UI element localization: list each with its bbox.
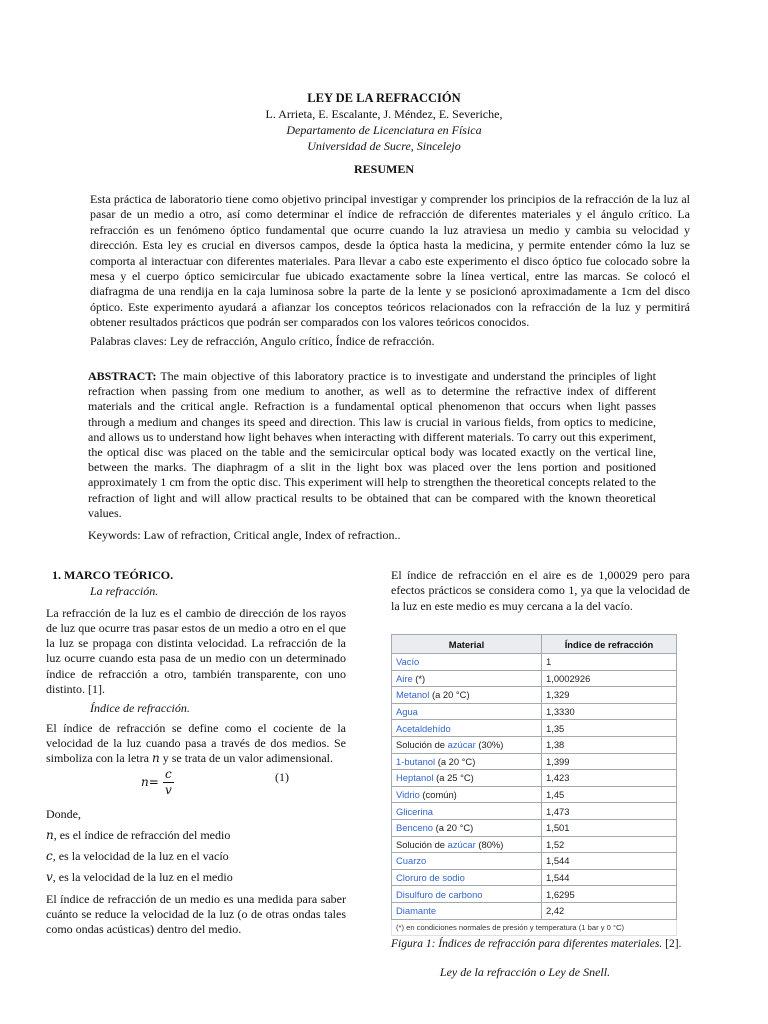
material-detail: (a 20 °C) bbox=[435, 755, 476, 767]
refraction-index-table-figure bbox=[391, 634, 677, 936]
equation-denominator: v bbox=[164, 782, 172, 797]
table-row bbox=[392, 670, 677, 687]
table-row bbox=[392, 853, 677, 870]
index-value-cell: 1,35 bbox=[542, 720, 677, 737]
subheading-la-refraccion: La refracción. bbox=[90, 584, 159, 599]
material-detail: (común) bbox=[419, 789, 457, 801]
university: Universidad de Sucre, Sincelejo bbox=[307, 139, 461, 153]
index-value-cell: 1,38 bbox=[542, 736, 677, 753]
index-value-cell: 1,544 bbox=[542, 853, 677, 870]
material-cell bbox=[392, 869, 542, 886]
material-link[interactable]: Cuarzo bbox=[396, 855, 427, 867]
caption-text: Figura 1: Índices de refracción para diferentes materiales. bbox=[391, 938, 663, 950]
index-value-cell: 1,45 bbox=[542, 786, 677, 803]
equation-number: (1) bbox=[275, 769, 289, 784]
index-value-cell: 1 bbox=[542, 654, 677, 671]
material-detail: (a 25 °C) bbox=[433, 772, 474, 784]
material-cell bbox=[392, 687, 542, 704]
table-row bbox=[392, 786, 677, 803]
equation-numerator: c bbox=[165, 766, 172, 781]
index-value-cell: 1,0002926 bbox=[542, 670, 677, 687]
keywords: Keywords: Law of refraction, Critical angle, Index of refraction.. bbox=[88, 528, 401, 542]
index-value-cell: 1,3330 bbox=[542, 703, 677, 720]
department: Departamento de Licenciatura en Física bbox=[286, 123, 482, 137]
material-detail: (80%) bbox=[475, 838, 504, 850]
symbol-n: n bbox=[151, 751, 160, 766]
equation-1 bbox=[46, 767, 346, 805]
section-heading-marco-teorico: 1. MARCO TEÓRICO. bbox=[52, 568, 174, 582]
table-row bbox=[392, 687, 677, 704]
abstract-label: ABSTRACT: bbox=[88, 369, 157, 383]
material-cell bbox=[392, 786, 542, 803]
resumen-heading: RESUMEN bbox=[353, 162, 414, 176]
material-link[interactable]: Vacío bbox=[396, 656, 420, 668]
material-link[interactable]: azúcar bbox=[447, 739, 476, 751]
equation-lhs: n= bbox=[141, 774, 159, 789]
index-value-cell: 1,423 bbox=[542, 770, 677, 787]
definition-v bbox=[46, 870, 346, 885]
material-link[interactable]: 1-butanol bbox=[396, 755, 436, 767]
material-cell bbox=[392, 836, 542, 853]
table-row bbox=[392, 736, 677, 753]
def-symbol: n bbox=[46, 827, 54, 842]
definition-n bbox=[46, 828, 346, 843]
material-link[interactable]: Vidrio bbox=[396, 789, 420, 801]
index-value-cell: 1,501 bbox=[542, 819, 677, 836]
material-link[interactable]: Heptanol bbox=[396, 772, 434, 784]
material-prefix: Solución de bbox=[396, 838, 448, 850]
material-link[interactable]: Cloruro de sodio bbox=[396, 872, 465, 884]
paragraph-indice-b: y se trata de un valor adimensional. bbox=[159, 751, 333, 766]
palabras-claves: Palabras claves: Ley de refracción, Angulo crítico, Índice de refracción. bbox=[90, 334, 435, 348]
material-cell bbox=[392, 803, 542, 820]
table-header-index: Índice de refracción bbox=[542, 635, 677, 654]
figure-caption bbox=[391, 938, 681, 950]
index-value-cell: 1,544 bbox=[542, 869, 677, 886]
table-header-material: Material bbox=[392, 635, 542, 654]
material-detail: (*) bbox=[412, 672, 426, 684]
table-note: (*) en condiciones normales de presión y temperatura (1 bar y 0 °C) bbox=[391, 920, 677, 936]
subheading-indice-refraccion: Índice de refracción. bbox=[90, 701, 190, 716]
material-cell bbox=[392, 819, 542, 836]
left-column bbox=[46, 568, 346, 938]
material-link[interactable]: Metanol bbox=[396, 689, 430, 701]
table-body bbox=[392, 654, 677, 920]
def-symbol: c bbox=[46, 849, 53, 864]
index-value-cell: 1,329 bbox=[542, 687, 677, 704]
resumen-text: Esta práctica de laboratorio tiene como objetivo principal investigar y comprender los principios de la refracción de la luz al pasar de un medio a otro, así como determinar el índice de refracción de diferentes materiales y el ángulo crítico. La refracción es un fenómeno óptico fundamental que ocurre cuando la luz atraviesa un medio y cambia su velocidad y dirección. Esta ley es crucial en diversos campos, desde la óptica hasta la medicina, y permite entender cómo la luz se comporta al interactuar con diferentes materiales. Para llevar a cabo este experimento el disco óptico fue colocado sobre la mesa y el cuerpo óptico semicircular fue ubicado exactamente sobre la línea vertical, entre las marcas. Se colocó el diafragma de una rendija en la caja luminosa sobre la parte de la lente y se posicionó aproximadamente a 1cm del disco óptico. Este experimento ayudará a afianzar los conceptos teóricos relacionados con la refracción de la luz y permitirá obtener resultados prácticos que podrán ser comparados con los valores teóricos conocidos. bbox=[90, 192, 690, 330]
table-row bbox=[392, 720, 677, 737]
table-header-row bbox=[392, 635, 677, 654]
table-row bbox=[392, 869, 677, 886]
table-row bbox=[392, 886, 677, 903]
table-row bbox=[392, 836, 677, 853]
table-row bbox=[392, 902, 677, 919]
abstract bbox=[88, 369, 656, 521]
authors: L. Arrieta, E. Escalante, J. Méndez, E. Severiche, bbox=[265, 107, 503, 121]
paragraph-medida: El índice de refracción de un medio es una medida para saber cuánto se reduce la velocidad de la luz (o de otras ondas tales como ondas acústicas) dentro del medio. bbox=[46, 891, 346, 937]
table-row bbox=[392, 703, 677, 720]
paragraph-indice bbox=[46, 721, 346, 767]
def-text: , es la velocidad de la luz en el vacío bbox=[52, 849, 229, 864]
material-link[interactable]: Benceno bbox=[396, 822, 434, 834]
table-row bbox=[392, 654, 677, 671]
index-value-cell: 1,473 bbox=[542, 803, 677, 820]
def-text: , es el índice de refracción del medio bbox=[53, 827, 231, 842]
table-row bbox=[392, 819, 677, 836]
material-prefix: Solución de bbox=[396, 739, 448, 751]
material-link[interactable]: Agua bbox=[396, 706, 418, 718]
material-cell bbox=[392, 670, 542, 687]
material-link[interactable]: Disulfuro de carbono bbox=[396, 888, 483, 900]
material-cell bbox=[392, 654, 542, 671]
material-cell bbox=[392, 886, 542, 903]
material-link[interactable]: Glicerina bbox=[396, 805, 433, 817]
index-value-cell: 1,399 bbox=[542, 753, 677, 770]
paragraph-aire: El índice de refracción en el aire es de 1,00029 pero para efectos prácticos se considera como 1, ya que la velocidad de la luz en este medio es muy cercana a la del vacío. bbox=[391, 568, 690, 613]
def-text: , es la velocidad de la luz en el medio bbox=[52, 870, 233, 885]
material-link[interactable]: Acetaldehído bbox=[396, 722, 451, 734]
equation-fraction bbox=[163, 767, 174, 798]
table-row bbox=[392, 753, 677, 770]
caption-reference: [2]. bbox=[662, 938, 682, 950]
def-symbol: v bbox=[46, 870, 53, 885]
definition-c bbox=[46, 849, 346, 864]
index-value-cell: 1,52 bbox=[542, 836, 677, 853]
subheading-ley-snell: Ley de la refracción o Ley de Snell. bbox=[439, 965, 611, 979]
index-value-cell: 1,6295 bbox=[542, 886, 677, 903]
material-cell bbox=[392, 736, 542, 753]
material-cell bbox=[392, 770, 542, 787]
index-value-cell: 2,42 bbox=[542, 902, 677, 919]
material-detail: (30%) bbox=[475, 739, 504, 751]
paragraph-indice-a: El índice de refracción se define como el cociente de la velocidad de la luz cuando pasa a través de dos medios. Se simboliza con la letra bbox=[46, 720, 346, 766]
material-link[interactable]: Diamante bbox=[396, 905, 437, 917]
material-cell bbox=[392, 753, 542, 770]
paragraph-refraccion: La refracción de la luz es el cambio de dirección de los rayos de luz que ocurre tras pasar estos de un medio a otro en el que la luz se propaga con distinta velocidad. La refracción de la luz ocurre cuando esta pasa de un medio con un determinado índice de refracción a otro, también transparente, con uno distinto. [1]. bbox=[46, 605, 346, 697]
table-row bbox=[392, 770, 677, 787]
table-row bbox=[392, 803, 677, 820]
refraction-index-table bbox=[391, 634, 677, 920]
material-link[interactable]: Aire bbox=[396, 672, 413, 684]
material-cell bbox=[392, 720, 542, 737]
right-column bbox=[391, 568, 690, 614]
material-link[interactable]: azúcar bbox=[447, 838, 476, 850]
material-cell bbox=[392, 902, 542, 919]
material-detail: (a 20 °C) bbox=[433, 822, 474, 834]
material-cell bbox=[392, 853, 542, 870]
material-detail: (a 20 °C) bbox=[429, 689, 470, 701]
paper-title: LEY DE LA REFRACCIÓN bbox=[307, 91, 461, 105]
material-cell bbox=[392, 703, 542, 720]
donde: Donde, bbox=[46, 806, 81, 821]
abstract-text: The main objective of this laboratory practice is to investigate and understand the principles of light refraction when passing from one medium to another, as well as to determine the refractive index of different materials and the critical angle. Refraction is a fundamental optical phenomenon that occurs when light passes through a medium and changes its speed and direction. This law is crucial in various fields, from optics to medicine, and allows us to understand how light behaves when interacting with different materials. To carry out this experiment, the optical disc was placed on the table and the semicircular optical body was located exactly on the vertical line, between the marks. The diaphragm of a slit in the light box was placed over the lens portion and positioned approximately 1 cm from the optic disc. This experiment will help to strengthen the theoretical concepts related to the refraction of light and will allow practical results to be obtained that can be compared with the known theoretical values. bbox=[88, 369, 656, 520]
